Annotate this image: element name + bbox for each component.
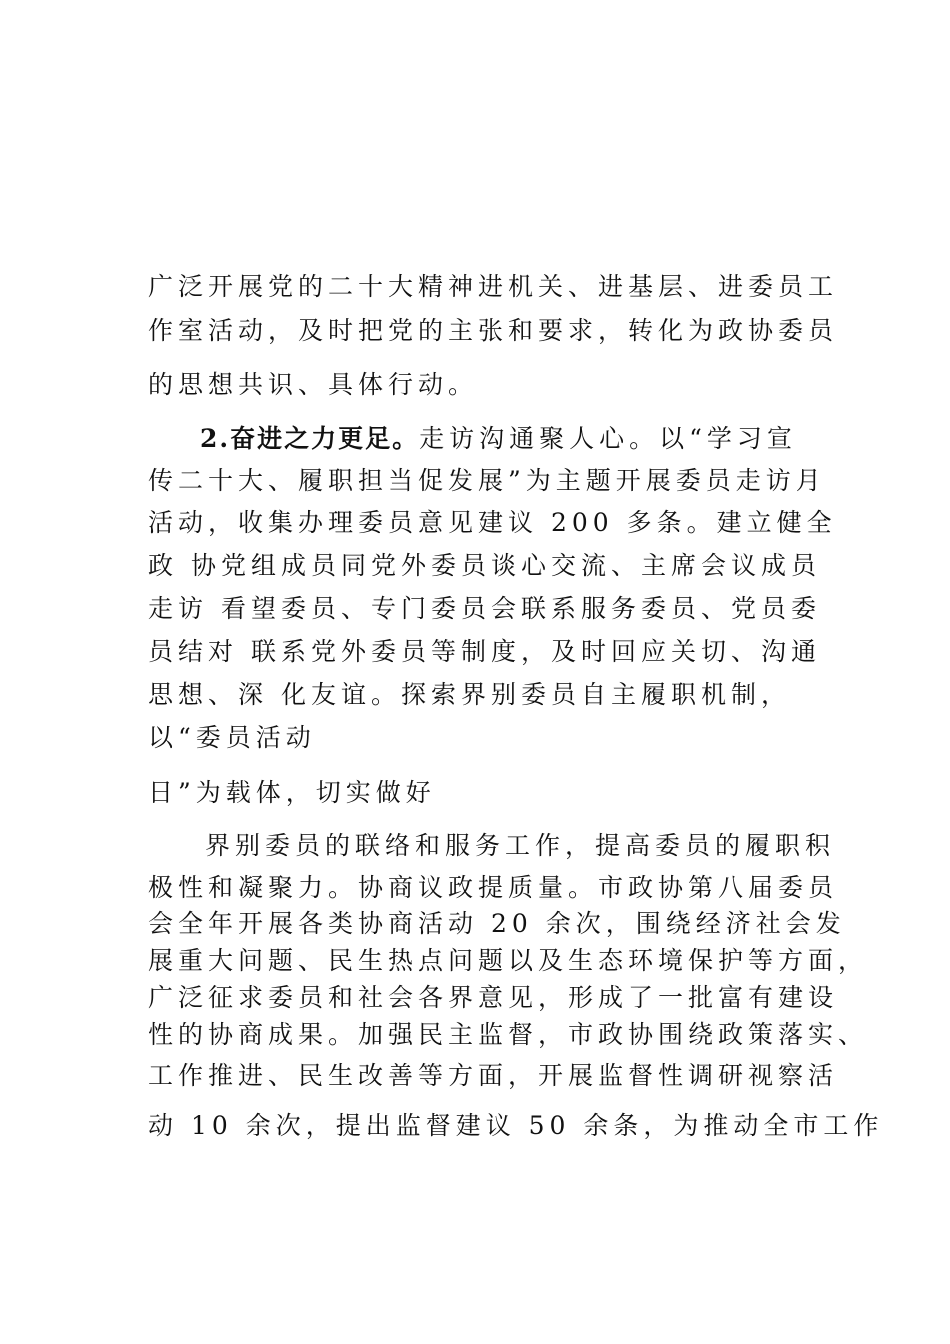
text-line: 政 协党组成员同党外委员谈心交流、主席会议成员 [148,551,821,580]
text-line: 思想、深 化友谊。探索界别委员自主履职机制， [148,680,791,709]
text-line: 活动，收集办理委员意见建议 200 多条。建立健全 [148,508,837,537]
text-line: 作室活动，及时把党的主张和要求，转化为政协委员 [148,316,839,345]
text-line: 性的协商成果。加强民主监督，市政协围绕政策落实、 [148,1020,869,1049]
text-line: 界别委员的联络和服务工作，提高委员的履职积 [205,831,836,860]
text-line: 动 10 余次，提出监督建议 50 余条，为推动全市工作 [148,1111,884,1140]
text-line: 广泛征求委员和社会各界意见，形成了一批富有建设 [148,983,839,1012]
text-line: 以“委员活动 [148,723,316,752]
text-line: 日”为载体，切实做好 [148,778,436,807]
text-line: 传二十大、履职担当促发展”为主题开展委员走访月 [148,466,826,495]
text-line: 广泛开展党的二十大精神进机关、进基层、进委员工 [148,272,839,301]
text-line: 工作推进、民生改善等方面，开展监督性调研视察活 [148,1061,839,1090]
text-line: 的思想共识、具体行动。 [148,370,479,399]
text-line: 极性和凝聚力。协商议政提质量。市政协第八届委员 [148,873,839,902]
text-line: 走访 看望委员、专门委员会联系服务委员、党员委 [148,594,821,623]
heading-continuation: 走访沟通聚人心。以“学习宣 [419,424,797,453]
text-line: 员结对 联系党外委员等制度，及时回应关切、沟通 [148,637,821,666]
text-line: 会全年开展各类协商活动 20 余次，围绕经济社会发 [148,909,846,938]
section-heading-line [200,424,797,454]
text-line: 展重大问题、民生热点问题以及生态环境保护等方面， [148,946,869,975]
section-heading: 2.奋进之力更足。 [200,424,420,453]
